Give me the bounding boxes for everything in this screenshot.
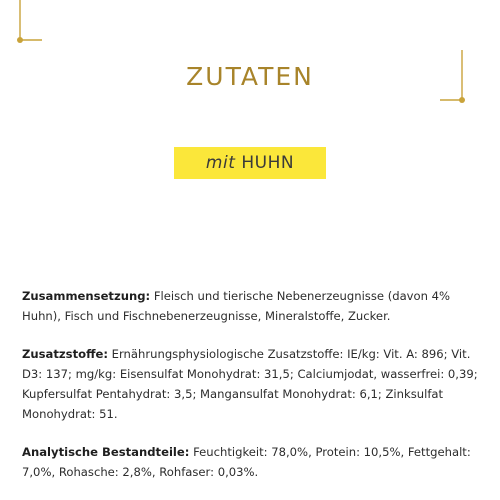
composition-label: Zusammensetzung: xyxy=(22,289,151,303)
ingredients-content xyxy=(22,286,478,500)
analytical-label: Analytische Bestandteile: xyxy=(22,445,190,459)
analytical-paragraph xyxy=(22,442,478,482)
badge-main: HUHN xyxy=(241,153,295,173)
corner-frame-top-right xyxy=(440,0,500,110)
composition-text: Fleisch und tierische Nebenerzeugnisse (davon 4% Huhn), Fisch und Fischnebenerzeugnisse, Mineralstoffe, Zucker. xyxy=(22,289,451,323)
composition-paragraph xyxy=(22,286,478,326)
analytical-text: Feuchtigkeit: 78,0%, Protein: 10,5%, Fettgehalt: 7,0%, Rohasche: 2,8%, Rohfaser: 0,03%. xyxy=(22,445,471,479)
page-title: ZUTATEN xyxy=(186,62,314,91)
badge-prefix: mit xyxy=(205,153,236,173)
additives-paragraph xyxy=(22,344,478,424)
corner-frame-top-left xyxy=(0,0,60,60)
flavor-badge xyxy=(174,147,326,179)
additives-text: Ernährungsphysiologische Zusatzstoffe: IE/kg: Vit. A: 896; Vit. D3: 137; mg/kg: Eisensulfat Monohydrat: 31,5; Calciumjodat, wasserfrei: 0,39; Kupfersulfat Pentahydrat: 3,5; Mangansulfat Monohydrat: 6,1; Zinksulfat Monohydrat: 51. xyxy=(22,347,478,421)
additives-label: Zusatzstoffe: xyxy=(22,347,108,361)
